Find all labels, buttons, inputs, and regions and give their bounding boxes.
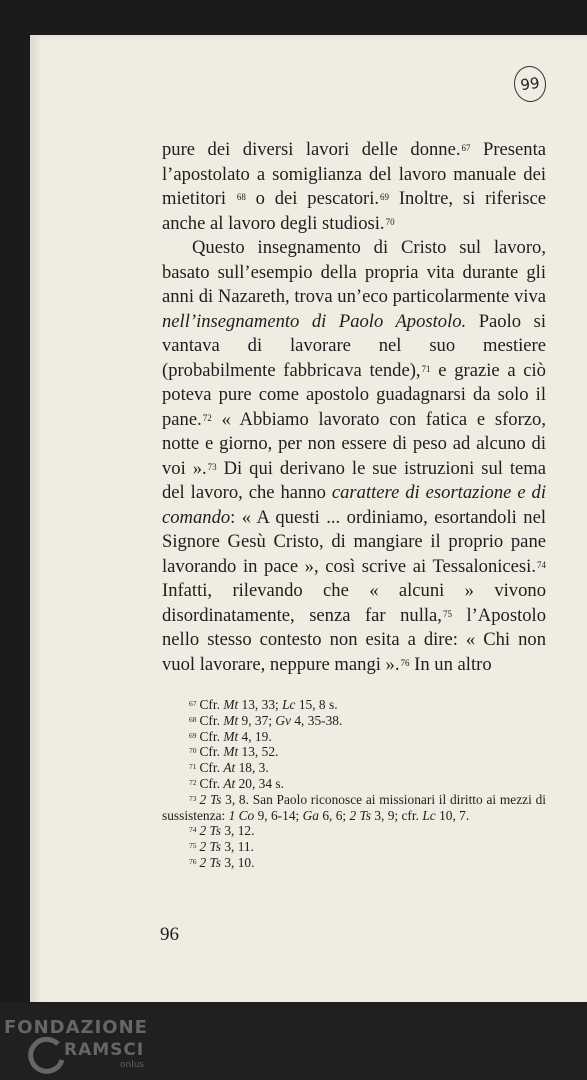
text-run: 13, 33; [238,697,283,712]
text-run: o dei pescatori. [245,188,380,209]
text-run: Cfr. [199,697,224,712]
italic-run: 1 Co [228,807,255,823]
text-run: Di qui derivano le sue istruzioni sul tema del lavoro, che hanno [162,457,546,503]
italic-run: At [223,775,236,791]
italic-run: nell’insegnamento di Paolo Apostolo. [162,310,467,332]
footnote [162,776,546,792]
text-run: Infatti, rilevando che « alcuni » vivono disordinatamente, senza far nulla, [162,580,546,626]
footnote-ref: 67 [461,143,471,153]
text-run: e grazie a ciò poteva pure come apostolo guadagnarsi da solo il pane. [162,359,546,430]
text-run: 9, 37; [238,712,276,728]
footnote-number: 74 [189,825,197,835]
footnote-number: 67 [189,699,197,708]
italic-run: At [223,760,236,776]
italic-run: carattere di esortazione e di comando [162,482,546,528]
italic-run: Lc [422,807,436,823]
text-run: 10, 7. [435,807,470,823]
watermark-onlus: onlus [120,1060,145,1070]
footnote-number: 75 [189,841,197,851]
footnote-number: 70 [189,746,197,756]
handwritten-page-annotation: 99 [512,64,549,104]
page-number: 96 [160,924,179,945]
text-run: Presenta l’apostolato a somiglianza del lavoro manuale dei mietitori [162,139,546,209]
text-run: Cfr. [199,744,224,760]
text-run: Paolo si vantava di lavorare nel suo mestiere (probabilmente fabbricava tende), [162,310,546,381]
text-run: « Abbiamo lavorato con fatica e sforzo, notte e giorno, per non essere di peso ad alcuno di voi ». [162,408,546,479]
text-run: 20, 34 s. [235,775,284,791]
text-run: 4, 35-38. [291,712,343,728]
italic-run: Lc [282,697,296,712]
watermark-logo-icon [24,1034,64,1074]
text-run: 18, 3. [235,760,269,776]
footnote [162,729,546,745]
paragraph-1 [162,138,546,236]
italic-run: Gv [275,712,292,728]
text-run: In un altro [409,653,492,675]
footnote [162,744,546,760]
italic-run: Mt [223,744,239,760]
footnote-number: 68 [189,714,197,724]
paragraph-2 [162,236,546,677]
main-text [162,138,546,677]
footnote-number: 76 [189,856,197,866]
text-run: 15, 8 s. [295,697,338,712]
text-run: Questo insegnamento di Cristo sul lavoro, basato sull’esempio della propria vita durante gli anni di Nazareth, trova un’eco particolarmente viva [162,237,546,307]
italic-run: Mt [223,728,239,744]
footnote-ref: 75 [442,608,452,619]
footnote-ref: 73 [207,461,217,472]
italic-run: Ga [302,807,319,823]
watermark-line-2: RAMSCI [64,1040,145,1060]
footnote [162,760,546,776]
italic-run: 2 Ts [199,839,221,855]
text-run: 3, 12. [220,823,255,839]
italic-run: 2 Ts [199,823,221,839]
footnote-ref: 76 [400,657,410,668]
footnote-number: 72 [189,777,197,787]
text-run: pure dei diversi lavori delle donne. [162,139,461,160]
text-run: l’Apostolo nello stesso contesto non esita a dire: « Chi non vuol lavorare, neppure mangi ». [162,604,546,675]
text-run: Cfr. [199,728,224,744]
text-run: Cfr. [199,760,224,776]
footnote [162,839,546,855]
footnote [162,713,546,729]
text-run: 3, 11. [220,839,254,855]
italic-run: 2 Ts [199,791,222,807]
footnote-number: 71 [189,762,197,772]
watermark-line-1: FONDAZIONE [4,1017,148,1038]
text-run: 3, 9; cfr. [370,807,423,823]
text-run: 4, 19. [238,728,272,744]
footnote [162,697,546,713]
footnote-number: 69 [189,730,197,740]
text-run: 3, 8. San Paolo riconosce ai missionari il diritto ai mezzi di sussistenza: [162,791,546,823]
text-run: 3, 10. [220,854,255,870]
italic-run: Mt [223,712,239,728]
footnote-number: 73 [189,793,197,803]
italic-run: 2 Ts [349,807,371,823]
footnote-ref: 72 [202,412,212,423]
italic-run: 2 Ts [199,854,221,870]
footnotes [162,697,546,871]
text-run: 6, 6; [318,807,350,823]
text-run: Cfr. [199,712,224,728]
text-run: Inoltre, si riferisce anche al lavoro degli studiosi. [162,188,546,234]
text-run: Cfr. [199,775,224,791]
text-run: 9, 6-14; [254,807,303,823]
footnote-ref: 71 [421,363,431,374]
text-run: 13, 52. [238,744,279,760]
footnote-ref: 69 [380,192,390,202]
footnote [162,823,546,839]
text-run: : « A questi ... ordiniamo, esortandoli nel Signore Gesù Cristo, di mangiare il proprio pane lavorando in pace », così scrive ai Tessalonicesi. [162,506,546,577]
footnote-ref: 74 [537,559,546,570]
footnote [162,855,546,871]
footnote-ref: 70 [385,216,395,227]
footnote-ref: 68 [236,192,246,202]
footnote [162,792,546,824]
italic-run: Mt [223,697,239,712]
